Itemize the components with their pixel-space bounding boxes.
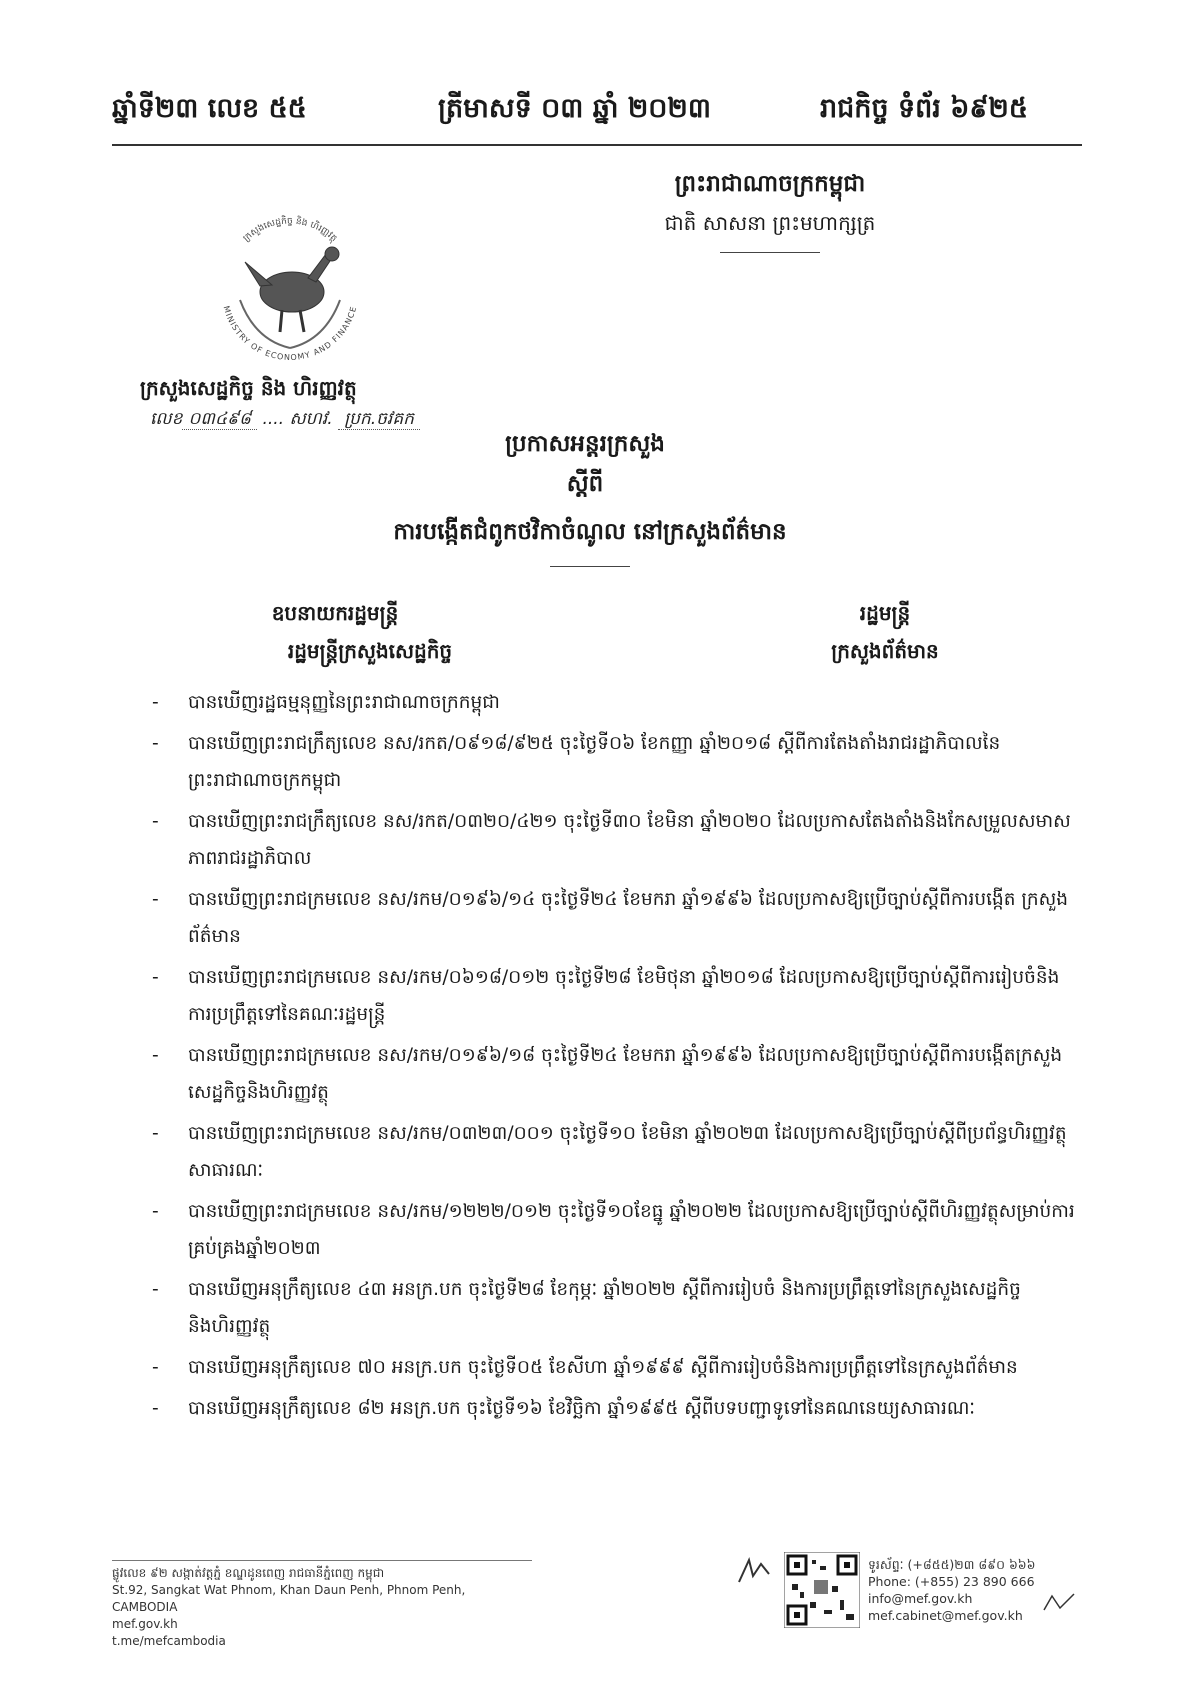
document-about: ស្តីពី: [566, 471, 604, 497]
signatory-right: [790, 600, 980, 630]
email-info[interactable]: info@mef.gov.kh: [868, 1591, 973, 1606]
rooster-seal-icon: [245, 247, 339, 332]
email-cabinet[interactable]: mef.cabinet@mef.gov.kh: [868, 1608, 1023, 1623]
seal-text-kh: ក្រសួងសេដ្ឋកិច្ច និង ហិរញ្ញវត្ថុ: [241, 216, 339, 244]
list-item: - បានឃើញព្រះរាជក្រមលេខ នស/រកម/០៣២៣/០០១ ចុះថ្ងៃទី១០ ខែមិនា ឆ្នាំ២០២៣ ដែលប្រកាសឱ្យប្រើច្បាប់ស្តីពីប្រព័ន្ធហិរញ្ញវត្ថុសាធារណៈ: [152, 1123, 1067, 1181]
list-item: - បានឃើញអនុក្រឹត្យលេខ ៨២ អនក្រ.បក ចុះថ្ងៃទី១៦ ខែវិច្ឆិកា ឆ្នាំ១៩៩៥ ស្តីពីបទបញ្ជាទូទៅនៃគណនេយ្យសាធារណៈ: [152, 1398, 976, 1419]
list-item: - បានឃើញរដ្ឋធម្មនុញ្ញនៃព្រះរាជាណាចក្រកម្ពុជា: [152, 692, 500, 713]
footer-address: [112, 1560, 532, 1650]
qr-code[interactable]: [784, 1552, 860, 1628]
signatory-right-ministry-wrap: [790, 638, 980, 668]
list-item: - បានឃើញព្រះរាជក្រមលេខ នស/រកម/០៦១៨/០១២ ចុះថ្ងៃទី២៨ ខែមិថុនា ឆ្នាំ២០១៨ ដែលប្រកាសឱ្យប្រើច្បាប់ស្តីពីការរៀបចំនិងការប្រព្រឹត្តទៅនៃគណៈរដ្ឋមន្ត្រី: [152, 967, 1060, 1025]
list-item: - បានឃើញព្រះរាជក្រឹត្យលេខ នស/រកត/០៣២០/៤២១ ចុះថ្ងៃទី៣០ ខែមិនា ឆ្នាំ២០២០ ដែលប្រកាសតែងតាំងនិងកែសម្រួលសមាសភាពរាជរដ្ឋាភិបាល: [152, 811, 1071, 869]
signatory-left-ministry-wrap: [240, 638, 500, 668]
signatory-right-title: រដ្ឋមន្ត្រី: [859, 601, 911, 625]
address-kh: ផ្លូវលេខ ៩២ សង្កាត់វត្តភ្នំ ខណ្ឌដូនពេញ រាជធានីភ្នំពេញ កម្ពុជា: [112, 1566, 385, 1580]
gazette-quarter: ត្រីមាសទី ០៣ ឆ្នាំ ២០២៣: [438, 93, 711, 124]
ornament-divider: [720, 252, 820, 254]
phone-kh: ទូរស័ព្ទៈ (+៨៥៥)២៣ ៨៩០ ៦៦៦: [868, 1557, 1036, 1572]
list-item: - បានឃើញព្រះរាជក្រមលេខ នស/រកម/០១៩៦/១៤ ចុះថ្ងៃទី២៤ ខែមករា ឆ្នាំ១៩៩៦ ដែលប្រកាសឱ្យប្រើច្បាប់ស្តីពីការបង្កើត ក្រសួងព័ត៌មាន: [152, 889, 1068, 947]
issuing-ministry: ក្រសួងសេដ្ឋកិច្ច និង ហិរញ្ញវត្ថុ: [140, 376, 357, 400]
signatory-left-ministry: រដ្ឋមន្ត្រីក្រសួងសេដ្ឋកិច្ច: [287, 639, 453, 663]
legal-basis-list: [150, 684, 1080, 1431]
signatory-right-ministry: ក្រសួងព័ត៌មាន: [831, 639, 939, 663]
document-type: ប្រកាសអន្តរក្រសួង: [505, 431, 665, 457]
address-en: St.92, Sangkat Wat Phnom, Khan Daun Penh, Phnom Penh, CAMBODIA: [112, 1583, 466, 1614]
ministry-seal: [200, 200, 380, 380]
svg-text:MINISTRY OF ECONOMY AND FINANC: [222, 305, 359, 362]
phone-en: Phone: (+855) 23 890 666: [868, 1574, 1035, 1589]
gazette-page: រាជកិច្ច ទំព័រ ៦៩២៥: [820, 93, 1028, 124]
seal-text-en: MINISTRY OF ECONOMY AND FINANCE: [221, 304, 359, 363]
list-item: - បានឃើញព្រះរាជក្រមលេខ នស/រកម/១២២២/០១២ ចុះថ្ងៃទី១០ខែធ្នូ ឆ្នាំ២០២២ ដែលប្រកាសឱ្យប្រើច្បាប់ស្តីពីហិរញ្ញវត្ថុសម្រាប់ការគ្រប់គ្រងឆ្នាំ២០២៣: [152, 1201, 1075, 1259]
kingdom-title: ព្រះរាជាណាចក្រកម្ពុជា: [674, 171, 866, 197]
signatory-left-title: ឧបនាយករដ្ឋមន្ត្រី: [271, 601, 399, 625]
list-item: - បានឃើញព្រះរាជក្រមលេខ នស/រកម/០១៩៦/១៨ ចុះថ្ងៃទី២៤ ខែមករា ឆ្នាំ១៩៩៦ ដែលប្រកាសឱ្យប្រើច្បាប់ស្តីពីការបង្កើតក្រសួងសេដ្ឋកិច្ចនិងហិរញ្ញវត្ថុ: [152, 1045, 1063, 1103]
national-motto: ជាតិ សាសនា ព្រះមហាក្សត្រ: [664, 211, 876, 235]
list-item: - បានឃើញអនុក្រឹត្យលេខ ៤៣ អនក្រ.បក ចុះថ្ងៃទី២៨ ខែកុម្ភៈ ឆ្នាំ២០២២ ស្តីពីការរៀបចំ និងការប្រព្រឹត្តទៅនៃក្រសួងសេដ្ឋកិច្ច និងហិរញ្ញវត្ថុ: [152, 1279, 1021, 1337]
list-item: - បានឃើញព្រះរាជក្រឹត្យលេខ នស/រកត/០៩១៨/៩២៥ ចុះថ្ងៃទី០៦ ខែកញ្ញា ឆ្នាំ២០១៨ ស្តីពីការតែងតាំងរាជរដ្ឋាភិបាលនៃព្រះរាជាណាចក្រកម្ពុជា: [152, 733, 1001, 791]
list-item: - បានឃើញអនុក្រឹត្យលេខ ៧០ អនក្រ.បក ចុះថ្ងៃទី០៥ ខែសីហា ឆ្នាំ១៩៩៩ ស្តីពីការរៀបចំនិងការប្រព្រឹត្តទៅនៃក្រសួងព័ត៌មាន: [152, 1357, 1018, 1378]
header-rule: [112, 144, 1082, 146]
document-subject: ការបង្កើតជំពូកថវិកាចំណូល នៅក្រសួងព័ត៌មាន: [393, 519, 787, 545]
website-link[interactable]: mef.gov.kh: [112, 1617, 178, 1631]
footer-contact: [868, 1556, 1036, 1624]
ornament-divider: [550, 566, 630, 568]
gazette-year-issue: ឆ្នាំទី២៣ លេខ ៥៥: [112, 93, 307, 124]
page-mark: [1040, 1590, 1080, 1618]
reference-number: លេខ ០៣៤៩៨ .... សហវ. ប្រក.ចវគក: [150, 408, 420, 433]
svg-text:ក្រសួងសេដ្ឋកិច្ច និង ហិរញ្ញវត្: [242, 215, 339, 245]
initial-mark: [735, 1556, 775, 1590]
telegram-link[interactable]: t.me/mefcambodia: [112, 1634, 226, 1648]
signatory-left: [240, 600, 430, 630]
